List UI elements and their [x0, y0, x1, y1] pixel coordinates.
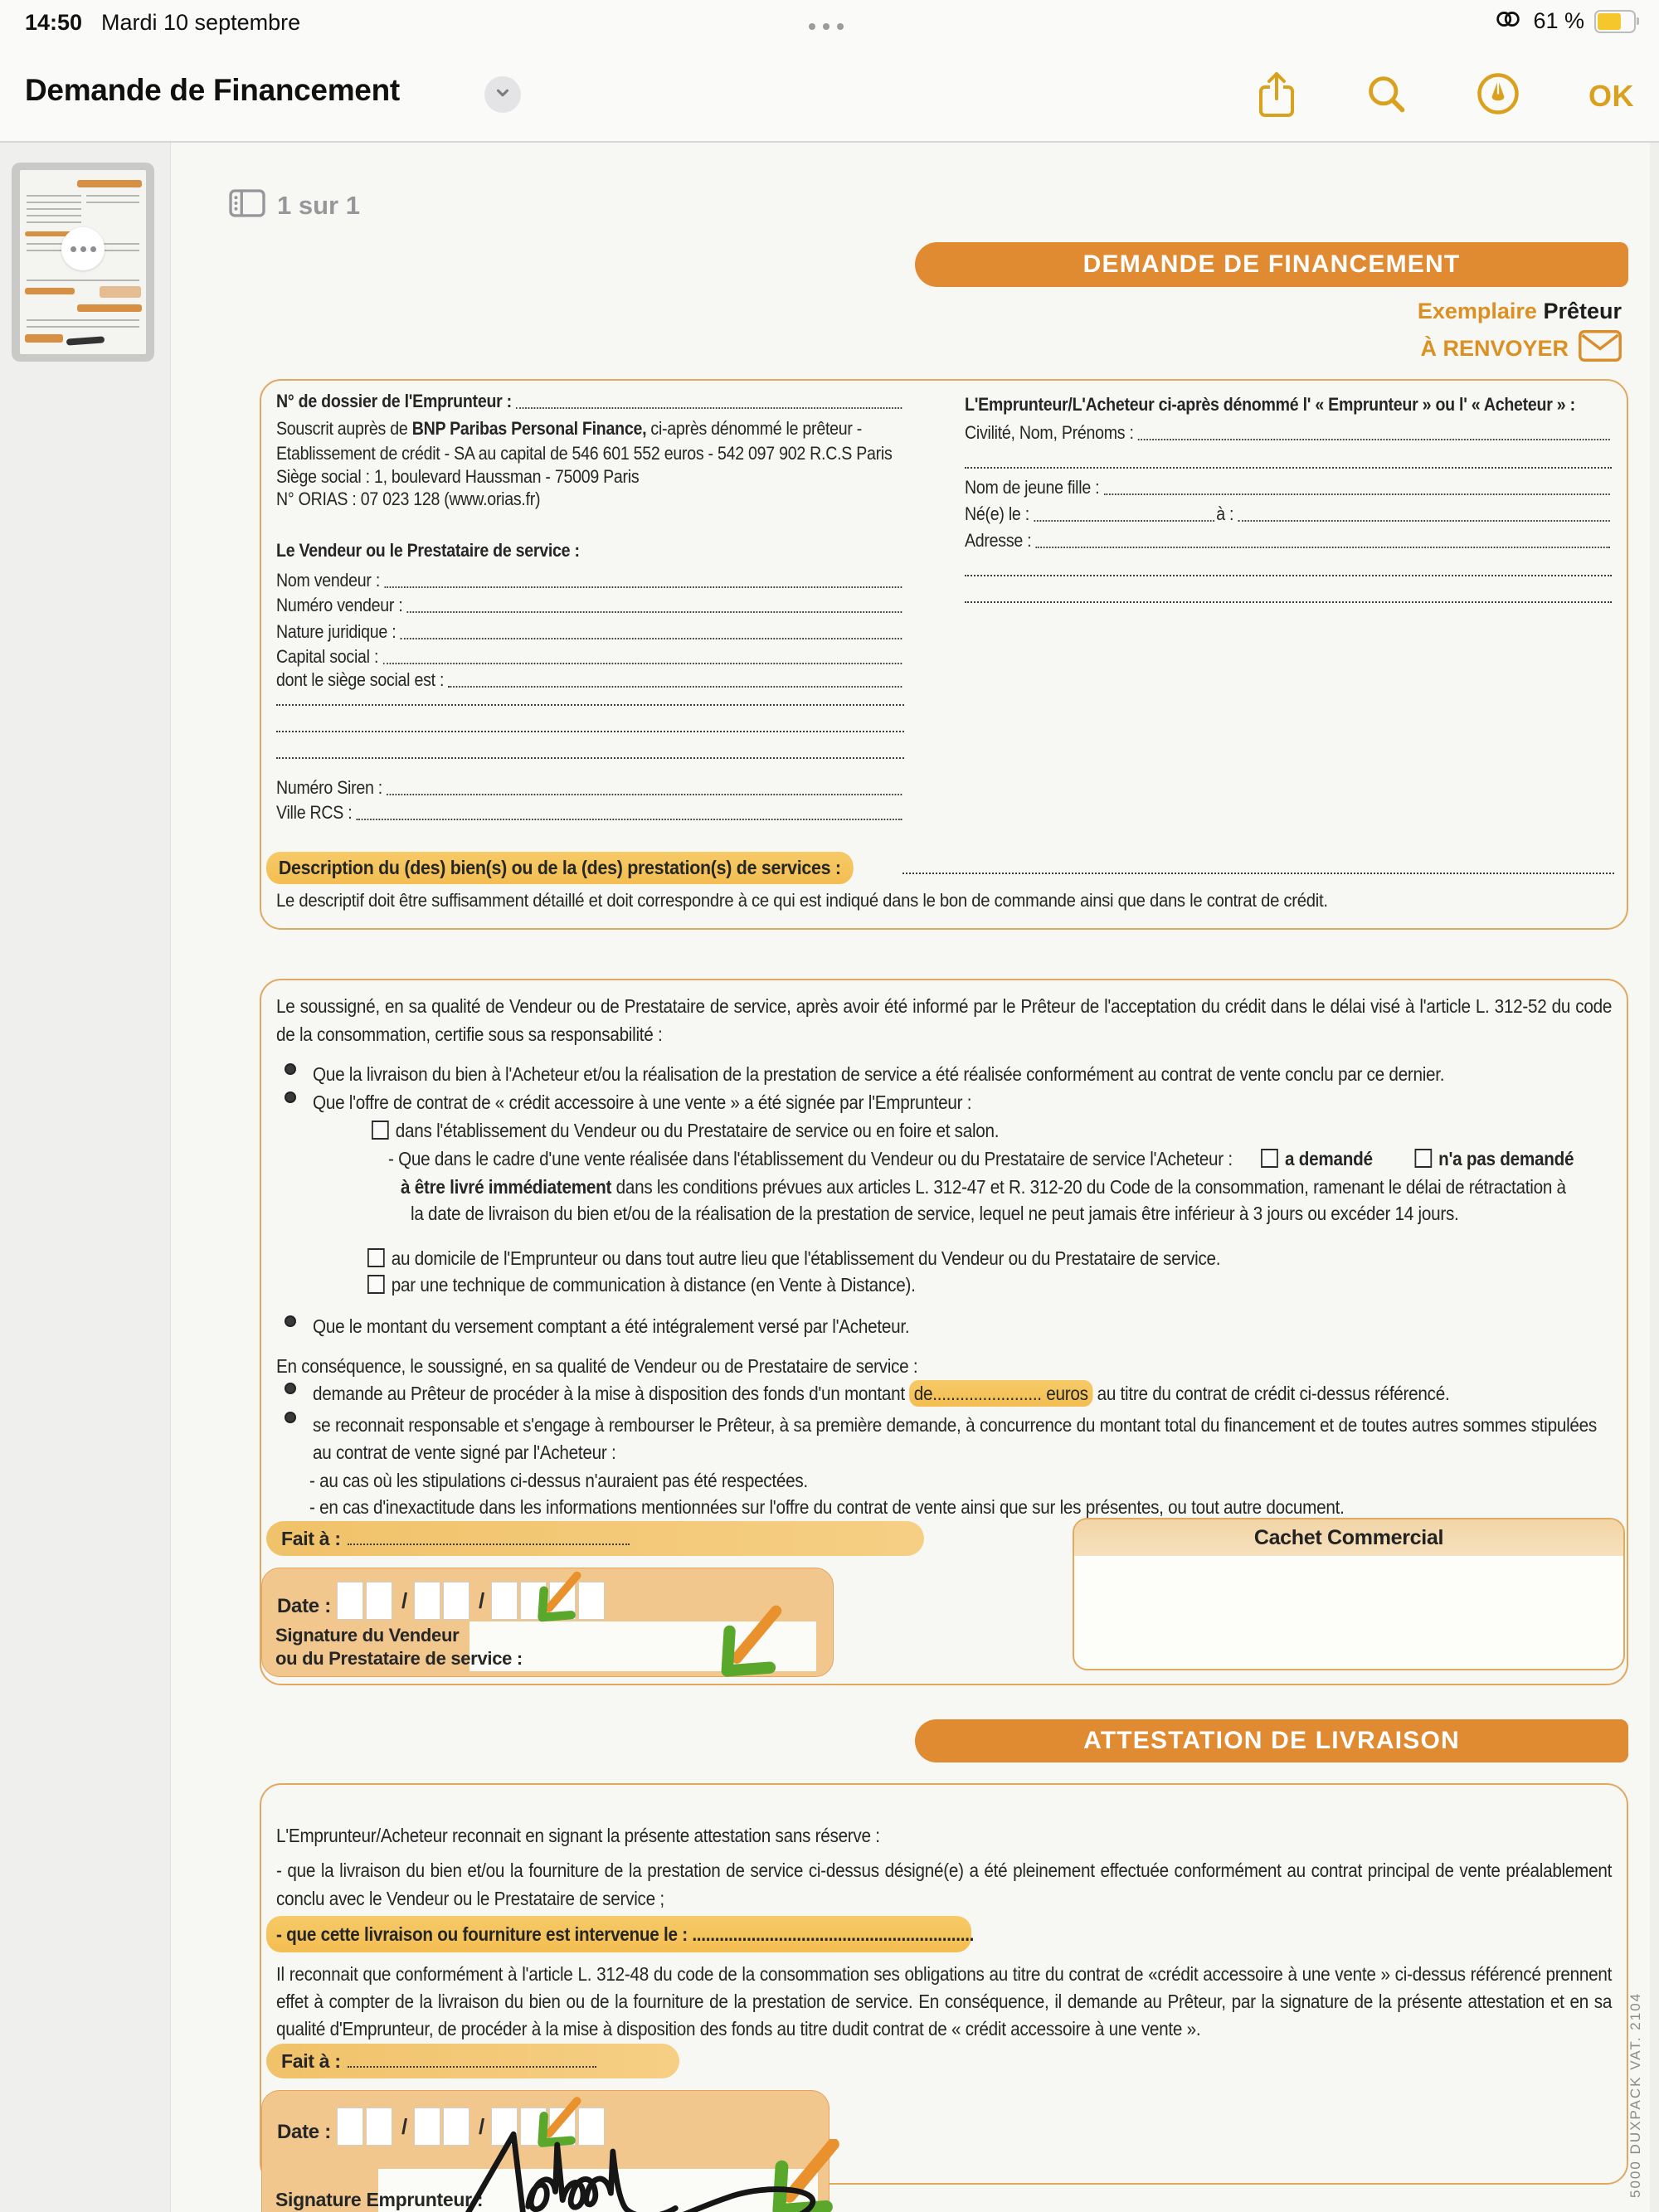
- cachet-commercial-box: [1073, 1518, 1625, 1670]
- vendor-signature-label-2: ou du Prestataire de service :: [275, 1648, 523, 1669]
- field-siren: Numéro Siren :: [276, 777, 904, 799]
- field-ville-rcs: Ville RCS :: [276, 802, 904, 824]
- checkbox-icon: [1261, 1149, 1278, 1168]
- search-button[interactable]: [1365, 72, 1408, 119]
- certify-dash-2: - en cas d'inexactitude dans les informations mentionnées sur l'offre du contrat de vente ainsi que sur les présentes, ou tout autre document.: [309, 1496, 1345, 1518]
- certify-bullet-5: se reconnait responsable et s'engage à rembourser le Prêteur, à sa première demande, à concurrence du montant total du financement et de toutes autres sommes stipulées au contrat de vente signé par l'Acheteur :: [261, 1412, 1627, 1466]
- certify-checkbox-domicile: au domicile de l'Emprunteur ou dans tout autre lieu que l'établissement du Vendeur ou du Prestataire de service.: [367, 1247, 1220, 1270]
- certify-bullet-1: Que la livraison du bien à l'Acheteur et/ou la réalisation de la prestation de service a été réalisée conformément au contrat de vente conclu par ce dernier.: [261, 1063, 1627, 1086]
- certify-subline: - Que dans le cadre d'une vente réalisée dans l'établissement du Vendeur ou du Prestataire de service l'Acheteur : a demandé n'a pas demandé: [388, 1148, 1574, 1169]
- field-numero-vendeur: Numéro vendeur :: [276, 595, 904, 616]
- battery-percent: 61 %: [1533, 8, 1584, 33]
- lender-line-2: Etablissement de crédit - SA au capital de 546 601 552 euros - 542 097 902 R.C.S Paris: [276, 443, 893, 464]
- certify-checkbox-etablissement: dans l'établissement du Vendeur ou du Prestataire de service ou en foire et salon.: [372, 1120, 999, 1142]
- share-button[interactable]: [1257, 68, 1297, 124]
- certify-intro: Le soussigné, en sa qualité de Vendeur ou de Prestataire de service, après avoir été informé par le Prêteur de l'acceptation du crédit dans le délai visé à l'article L. 312-52 du code de la consommation, certifie sous sa responsabilité :: [276, 995, 1613, 1045]
- sidebar-toggle-icon: [229, 189, 265, 221]
- blank-dotted-line: [965, 449, 1612, 469]
- pdf-page: [170, 143, 1650, 2212]
- field-dossier: [276, 391, 904, 412]
- date-cells-emprunteur[interactable]: / /: [337, 2107, 607, 2146]
- date-label-emprunteur: Date :: [277, 2121, 331, 2143]
- field-civilite: Civilité, Nom, Prénoms :: [965, 422, 1612, 444]
- certify-bullet-3: Que le montant du versement comptant a été intégralement versé par l'Acheteur.: [261, 1315, 1627, 1338]
- certify-bullet-4: demande au Prêteur de procéder à la mise à disposition des fonds d'un montant de........................ euros au titre du contrat de crédit ci-dessus référencé.: [261, 1383, 1627, 1405]
- field-dossier-label: N° de dossier de l'Emprunteur :: [276, 391, 512, 411]
- sign-here-arrow-icon: [526, 1570, 584, 1635]
- checkbox-icon: [367, 1275, 385, 1294]
- blank-dotted-line: [276, 739, 904, 759]
- description-row: [266, 852, 1617, 884]
- hotspot-icon: [1493, 10, 1523, 32]
- print-reference: 5000 DUXPACK VAT. 2104: [1627, 1991, 1643, 2198]
- checkbox-icon: [372, 1121, 389, 1140]
- lender-line-3: Siège social : 1, boulevard Haussman - 75009 Paris: [276, 466, 640, 487]
- status-time: 14:50: [25, 10, 83, 35]
- fait-a-field-vendeur: Fait à :: [266, 1521, 924, 1556]
- battery-icon: [1594, 10, 1636, 33]
- field-nature-juridique: Nature juridique :: [276, 621, 904, 643]
- chevron-down-icon: [494, 84, 512, 106]
- section-banner-financement: DEMANDE DE FINANCEMENT: [915, 242, 1628, 287]
- vendor-signature-label-1: Signature du Vendeur: [275, 1625, 460, 1646]
- checkbox-icon: [367, 1248, 385, 1267]
- field-ne-le: Né(e) le : à :: [965, 503, 1612, 525]
- ok-button[interactable]: OK: [1588, 78, 1634, 113]
- description-note: Le descriptif doit être suffisamment détaillé et doit correspondre à ce qui est indiqué dans le bon de commande ainsi que dans le contrat de crédit.: [276, 890, 1328, 911]
- certify-bullet-2: Que l'offre de contrat de « crédit accessoire à une vente » a été signée par l'Emprunteur :: [261, 1091, 1627, 1114]
- attestation-intro: L'Emprunteur/Acheteur reconnait en signant la présente attestation sans réserve :: [276, 1825, 880, 1846]
- certify-dash-1: - au cas où les stipulations ci-dessus n'auraient pas été respectées.: [309, 1470, 808, 1491]
- certify-checkbox-distance: par une technique de communication à distance (en Vente à Distance).: [367, 1274, 916, 1296]
- livraison-date-highlight: - que cette livraison ou fourniture est intervenue le : ..............................................................: [266, 1916, 971, 1952]
- exemplaire-value: Prêteur: [1543, 299, 1622, 323]
- cachet-commercial-label: Cachet Commercial: [1074, 1519, 1623, 1556]
- page-thumbnail[interactable]: [12, 163, 154, 362]
- borrower-signature-label: Signature Emprunteur :: [275, 2189, 484, 2210]
- checkbox-icon: [1414, 1149, 1432, 1168]
- borrower-signature-block: [261, 2090, 830, 2212]
- certify-subline-3: la date de livraison du bien et/ou de la réalisation de la prestation de service, lequel ne peut jamais être inférieur à 3 jours ou excéder 14 jours.: [411, 1203, 1459, 1224]
- markup-button[interactable]: [1476, 71, 1520, 120]
- lender-line-4: N° ORIAS : 07 023 128 (www.orias.fr): [276, 489, 541, 509]
- vendor-title: Le Vendeur ou le Prestataire de service :: [276, 540, 580, 561]
- page-indicator-label: 1 sur 1: [277, 190, 360, 220]
- certify-consequence: En conséquence, le soussigné, en sa qualité de Vendeur ou de Prestataire de service :: [276, 1355, 918, 1377]
- envelope-icon: [1579, 330, 1622, 367]
- blank-dotted-line: [965, 557, 1612, 576]
- title-dropdown-button[interactable]: [484, 76, 521, 113]
- a-renvoyer-label: À RENVOYER: [1420, 336, 1569, 361]
- status-date: Mardi 10 septembre: [101, 10, 301, 35]
- renvoyer-line: [1420, 330, 1622, 367]
- montant-highlight: de........................ euros: [909, 1380, 1092, 1407]
- field-siege-social: dont le siège social est :: [276, 669, 904, 691]
- date-label-vendeur: Date :: [277, 1595, 331, 1617]
- blank-dotted-line: [276, 712, 904, 732]
- page-indicator[interactable]: [229, 189, 360, 221]
- attestation-paragraph: Il reconnait que conformément à l'article L. 312-48 du code de la consommation ses obligations au titre du contrat de «crédit accessoire à une vente » ci-dessus référencé prennent effet à compter de la livraison du bien ou de la fourniture de la prestation de service. En conséquence, il demande au Prêteur, par la signature de la présente attestation et en sa qualité d'Emprunteur, de procéder à la mise à disposition des fonds au titre dudit contrat de « crédit accessoire à une vente ».: [276, 1963, 1613, 2039]
- certify-subline-2: à être livré immédiatement dans les conditions prévues aux articles L. 312-47 et R. 312-20 du Code de la consommation, ramenant le délai de rétractation à: [401, 1176, 1566, 1198]
- sign-here-arrow-icon: [707, 1605, 786, 1691]
- vendor-signature-block: [261, 1568, 834, 1677]
- top-bar: [0, 0, 1659, 143]
- handwritten-signature: [449, 2107, 852, 2212]
- field-nom-jeune-fille: Nom de jeune fille :: [965, 477, 1612, 498]
- section-banner-attestation: ATTESTATION DE LIVRAISON: [915, 1719, 1628, 1762]
- parties-box: [260, 379, 1628, 930]
- lender-line-1: Souscrit auprès de BNP Paribas Personal Finance, ci-après dénommé le prêteur -: [276, 418, 863, 439]
- description-label: Description du (des) bien(s) ou de la (des) prestation(s) de services :: [266, 852, 854, 884]
- blank-dotted-line: [276, 686, 904, 706]
- fait-a-field-emprunteur: Fait à :: [266, 2044, 679, 2078]
- date-cells-vendeur[interactable]: / /: [337, 1582, 607, 1620]
- certify-box: [260, 979, 1628, 1685]
- document-title: Demande de Financement: [25, 73, 400, 107]
- exemplaire-label: Exemplaire: [1417, 299, 1537, 323]
- field-capital-social: Capital social :: [276, 646, 904, 668]
- attestation-box: [260, 1783, 1628, 2210]
- borrower-title: L'Emprunteur/L'Acheteur ci-après dénommé l' « Emprunteur » ou l' « Acheteur » :: [965, 394, 1575, 415]
- blank-dotted-line: [965, 583, 1612, 603]
- field-nom-vendeur: Nom vendeur :: [276, 570, 904, 591]
- field-adresse: Adresse :: [965, 530, 1612, 552]
- exemplaire-line: [1418, 299, 1622, 324]
- multitask-indicator-icon: [809, 23, 844, 30]
- thumbnail-more-button[interactable]: [61, 227, 105, 270]
- attestation-dash-1: - que la livraison du bien et/ou la fourniture de la prestation de service ci-dessus désigné(e) a été pleinement effectuée conformément au contrat principal de vente préalablement conclu avec le Vendeur ou le Prestataire de service ;: [276, 1860, 1613, 1909]
